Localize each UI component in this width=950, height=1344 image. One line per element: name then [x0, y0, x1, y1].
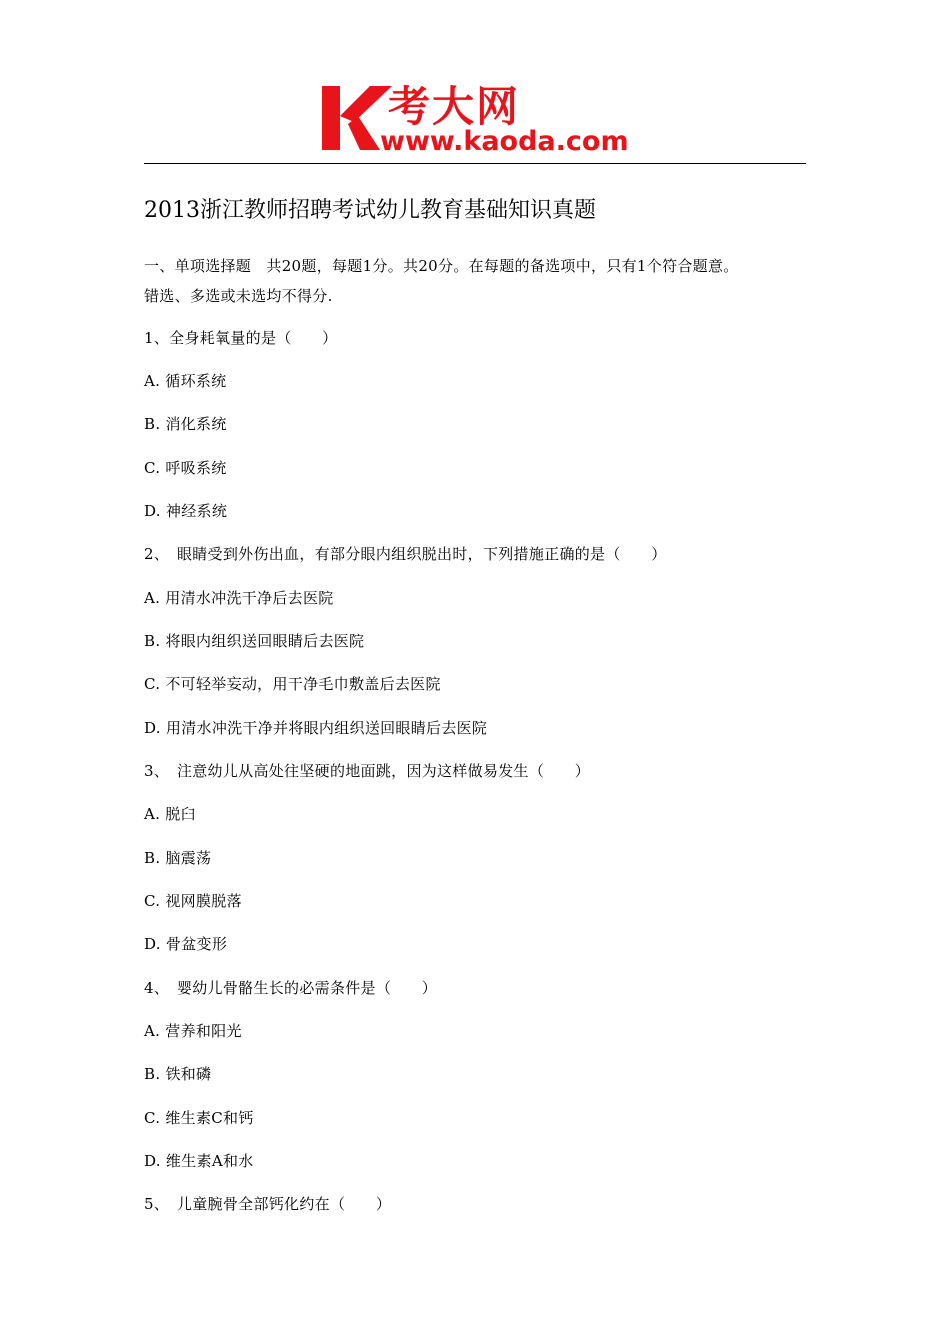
question-4-option-a: A. 营养和阳光: [144, 1022, 242, 1040]
question-1-option-c: C. 呼吸系统: [144, 459, 227, 477]
question-4-option-d: D. 维生素A和水: [144, 1152, 254, 1170]
question-1-option-b: B. 消化系统: [144, 415, 227, 433]
question-2-option-d: D. 用清水冲洗干净并将眼内组织送回眼睛后去医院: [144, 719, 488, 737]
question-4-option-b: B. 铁和磷: [144, 1065, 212, 1083]
section-heading-cont: 错选、多选或未选均不得分.: [144, 287, 333, 305]
question-2-option-a: A. 用清水冲洗干净后去医院: [144, 589, 334, 607]
question-2-stem: 2、 眼睛受到外伤出血，有部分眼内组织脱出时，下列措施正确的是（ ）: [144, 545, 667, 563]
question-1-option-a: A. 循环系统: [144, 372, 227, 390]
site-logo[interactable]: [318, 78, 640, 158]
question-2-option-c: C. 不可轻举妄动，用干净毛巾敷盖后去医院: [144, 675, 441, 693]
question-1-stem: 1、全身耗氧量的是（ ）: [144, 329, 338, 347]
question-3-stem: 3、 注意幼儿从高处往坚硬的地面跳，因为这样做易发生（ ）: [144, 762, 591, 780]
question-3-option-b: B. 脑震荡: [144, 849, 212, 867]
page-title: 2013浙江教师招聘考试幼儿教育基础知识真题: [144, 198, 596, 223]
question-4-option-c: C. 维生素C和钙: [144, 1109, 254, 1127]
question-3-option-c: C. 视网膜脱落: [144, 892, 242, 910]
header-divider: [144, 163, 806, 164]
question-3-option-d: D. 骨盆变形: [144, 935, 228, 953]
question-3-option-a: A. 脱臼: [144, 805, 196, 823]
section-heading: 一、单项选择题 共20题，每题1分。共20分。在每题的备选项中，只有1个符合题意。: [144, 257, 739, 275]
logo-name: 考大网: [388, 82, 521, 131]
question-2-option-b: B. 将眼内组织送回眼睛后去医院: [144, 632, 365, 650]
logo-url: www.kaoda.com: [380, 126, 629, 157]
question-1-option-d: D. 神经系统: [144, 502, 228, 520]
question-4-stem: 4、 婴幼儿骨骼生长的必需条件是（ ）: [144, 979, 438, 997]
question-5-stem: 5、 儿童腕骨全部钙化约在（ ）: [144, 1195, 392, 1213]
